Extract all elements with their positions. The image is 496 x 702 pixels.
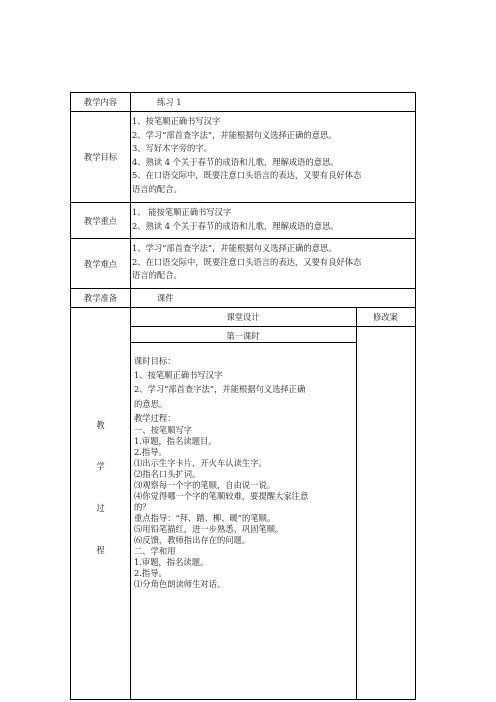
revise-header: 修改案 bbox=[356, 308, 415, 327]
body-line: 教学过程： bbox=[134, 412, 176, 423]
body-line: 的？ bbox=[134, 502, 151, 513]
goal-item: 2、学习“部首查字法”，并能根据句义选择正确的意思。 bbox=[132, 129, 337, 140]
body-line: 二、学和用 bbox=[134, 546, 176, 557]
key-item: 1、 能按笔顺正确书写汉字 bbox=[132, 207, 232, 217]
process-label-char: 过 bbox=[96, 503, 105, 513]
body-line: 重点指导：“拜、踏、柳、暖”的笔顺。 bbox=[134, 513, 276, 524]
goals-row bbox=[70, 112, 416, 203]
goal-item: 1、按笔顺正确书写汉字 bbox=[132, 116, 221, 126]
divider bbox=[130, 342, 356, 343]
body-line: 2、学习“部首查字法”，并能根据句义选择正确 bbox=[134, 384, 306, 395]
body-line: 1.审题，指名读题目。 bbox=[134, 436, 217, 447]
body-line: 2.指导。 bbox=[134, 568, 167, 579]
body-line: ⑹反馈，教师指出存在的问题。 bbox=[134, 535, 251, 546]
body-line: 1、按笔顺正确书写汉字 bbox=[134, 370, 223, 381]
goals-label: 教学目标 bbox=[71, 112, 131, 202]
prep-label: 教学准备 bbox=[71, 289, 131, 307]
goal-item: 3、写好木字旁的字。 bbox=[132, 143, 212, 154]
difficult-row bbox=[70, 239, 416, 289]
process-label-char: 学 bbox=[96, 461, 105, 471]
goal-item: 语言的配合。 bbox=[132, 183, 182, 194]
process-label-char: 教 bbox=[96, 420, 105, 430]
body-line: 一、按笔顺写字 bbox=[134, 425, 193, 436]
prep-row bbox=[70, 289, 416, 308]
goal-item: 4、熟读 4 个关于春节的成语和儿歌，理解成语的意思。 bbox=[132, 156, 339, 167]
goal-item: 5、在口语交际中，既要注意口头语言的表达，又要有良好体态 bbox=[132, 170, 362, 181]
body-line: 2.指导。 bbox=[134, 447, 167, 458]
process-label-char: 程 bbox=[96, 545, 105, 555]
lesson-body bbox=[134, 348, 352, 590]
prep-value: 课件 bbox=[157, 293, 174, 303]
difficult-item: 1、学习“部首查字法”，并能根据句义选择正确的意思。 bbox=[132, 243, 337, 253]
lesson-title: 第一课时 bbox=[226, 331, 260, 341]
body-line: ⑴分角色朗读师生对话。 bbox=[134, 579, 226, 590]
body-line: ⑵指名口头扩词。 bbox=[134, 469, 201, 480]
key-item: 2、熟读 4 个关于春节的成语和儿歌，理解成语的意思。 bbox=[132, 220, 339, 231]
goals-list bbox=[132, 115, 412, 197]
design-body bbox=[130, 326, 357, 699]
process-row bbox=[70, 308, 416, 700]
body-line: ⑴出示生字卡片，开火车认读生字。 bbox=[134, 458, 267, 469]
design-header: 课堂设计 bbox=[130, 308, 357, 327]
key-label: 教学重点 bbox=[71, 203, 131, 238]
key-list bbox=[132, 206, 412, 233]
body-line: 1.审题，指名读题。 bbox=[134, 557, 209, 568]
difficult-list bbox=[132, 242, 412, 283]
body-line: ⑸用铅笔描红，进一步熟悉、巩固笔顺。 bbox=[134, 524, 284, 535]
content-row bbox=[70, 92, 416, 112]
body-line: ⑷你觉得哪一个字的笔顺较难，要提醒大家注意 bbox=[134, 491, 309, 502]
body-line: 课时目标： bbox=[134, 356, 176, 366]
difficult-item: 语言的配合。 bbox=[132, 270, 182, 281]
difficult-item: 2、在口语交际中，既要注意口头语言的表达，又要有良好体态 bbox=[132, 256, 362, 267]
difficult-label: 教学难点 bbox=[71, 239, 131, 288]
body-line: 的意思。 bbox=[134, 398, 168, 409]
content-label: 教学内容 bbox=[71, 93, 131, 111]
body-line: ⑶观察每一个字的笔顺，自由说一说。 bbox=[134, 480, 276, 491]
content-value: 练习 1 bbox=[157, 97, 182, 107]
key-row bbox=[70, 203, 416, 239]
process-label bbox=[71, 308, 131, 699]
